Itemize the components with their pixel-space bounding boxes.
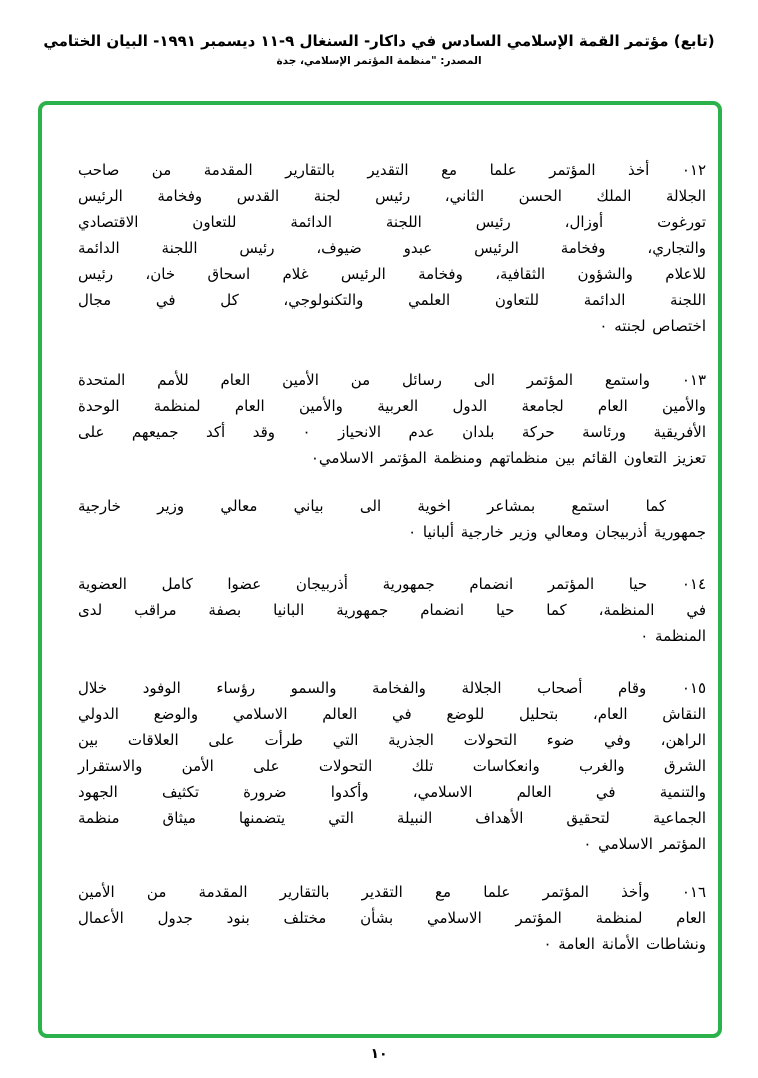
page-number: ١٠ bbox=[370, 1046, 388, 1062]
text-line: النقاش العام، بتحليل للوضع في العالم الاسلامي والوضع الدولي bbox=[78, 705, 706, 723]
text-line: الأفريقية ورئاسة حركة بلدان عدم الانحياز ٠ وقد أكد جميعهم على bbox=[78, 423, 706, 441]
text-line: كما استمع بمشاعر اخوية الى بياني معالي وزير خارجية bbox=[78, 497, 666, 515]
document-source: المصدر: "منظمة المؤتمر الإسلامي، جدة bbox=[276, 55, 482, 67]
paragraph bbox=[78, 571, 706, 649]
text-line: اللجنة الدائمة للتعاون العلمي والتكنولوجي، كل في مجال bbox=[78, 291, 706, 309]
text-line: والأمين العام لجامعة الدول العربية والأمين العام لمنظمة الوحدة bbox=[78, 397, 706, 415]
text-line: العام لمنظمة المؤتمر الاسلامي بشأن مختلف بنود جدول الأعمال bbox=[78, 909, 706, 927]
document-header bbox=[20, 32, 738, 68]
text-line: ٠١٢ أخذ المؤتمر علما مع التقدير بالتقارير المقدمة من صاحب bbox=[78, 161, 706, 179]
text-line: تورغوت أوزال، رئيس اللجنة الدائمة للتعاون الاقتصادي bbox=[78, 213, 706, 231]
text-line: الشرق والغرب وانعكاسات تلك التحولات على الأمن والاستقرار bbox=[78, 757, 706, 775]
document-title: (تابع) مؤتمر القمة الإسلامي السادس في داكار- السنغال ٩-١١ ديسمبر ١٩٩١- البيان الختامي bbox=[43, 32, 715, 50]
paragraph bbox=[78, 675, 706, 857]
text-line: ٠١٦ وأخذ المؤتمر علما مع التقدير بالتقارير المقدمة من الأمين bbox=[78, 883, 706, 901]
text-line: تعزيز التعاون القائم بين منظماتهم ومنظمة المؤتمر الاسلامي٠ bbox=[310, 449, 706, 467]
text-line: الجلالة الملك الحسن الثاني، رئيس لجنة القدس وفخامة الرئيس bbox=[78, 187, 706, 205]
text-line: الجماعية لتحقيق الأهداف النبيلة التي يتضمنها ميثاق منظمة bbox=[78, 809, 706, 827]
text-line: ٠١٣ واستمع المؤتمر الى رسائل من الأمين العام للأمم المتحدة bbox=[78, 371, 706, 389]
text-line: المنظمة ٠ bbox=[640, 627, 706, 645]
paragraph bbox=[78, 367, 706, 471]
text-line: في المنظمة، كما حيا انضمام جمهورية البانيا بصفة مراقب لدى bbox=[78, 601, 706, 619]
text-line: ٠١٤ حيا المؤتمر انضمام جمهورية أذربيجان عضوا كامل العضوية bbox=[78, 575, 706, 593]
text-line: والتنمية في العالم الاسلامي، وأكدوا ضرورة تكثيف الجهود bbox=[78, 783, 706, 801]
paragraph bbox=[78, 879, 706, 957]
text-line: والتجاري، وفخامة الرئيس عبدو ضيوف، رئيس اللجنة الدائمة bbox=[78, 239, 706, 257]
paragraph bbox=[78, 493, 706, 545]
text-line: جمهورية أذربيجان ومعالي وزير خارجية ألبانيا ٠ bbox=[408, 523, 706, 541]
paragraph bbox=[78, 157, 706, 339]
text-line: المؤتمر الاسلامي ٠ bbox=[583, 835, 706, 853]
text-line: اختصاص لجنته ٠ bbox=[599, 317, 706, 335]
text-line: للاعلام والشؤون الثقافية، وفخامة الرئيس غلام اسحاق خان، رئيس bbox=[78, 265, 706, 283]
text-line: ونشاطات الأمانة العامة ٠ bbox=[543, 935, 706, 953]
text-line: الراهن، وفي ضوء التحولات الجذرية التي طرأت على العلاقات بين bbox=[78, 731, 706, 749]
text-line: ٠١٥ وقام أصحاب الجلالة والفخامة والسمو رؤساء الوفود خلال bbox=[78, 679, 706, 697]
